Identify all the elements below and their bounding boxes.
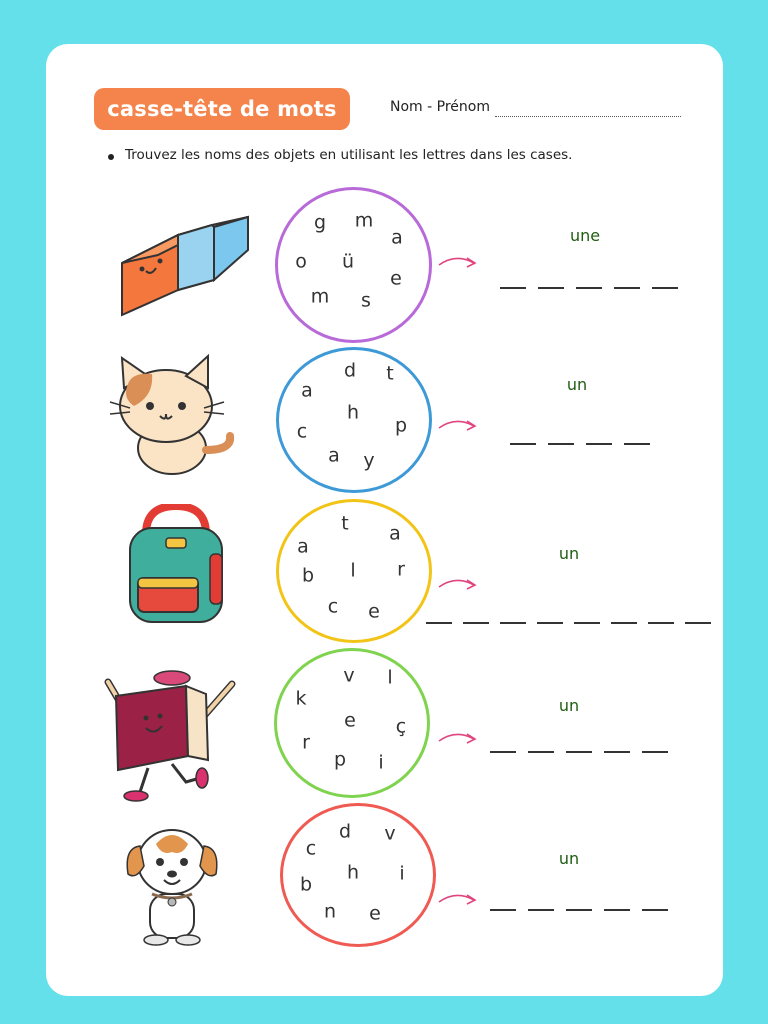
scrambled-letter: e — [368, 600, 380, 623]
scrambled-letter: o — [295, 250, 307, 273]
scrambled-letter: ç — [395, 715, 407, 738]
scrambled-letter: e — [390, 267, 402, 290]
answer-blank[interactable] — [463, 622, 489, 624]
article-label: un — [566, 375, 588, 394]
answer-blank[interactable] — [576, 287, 602, 289]
scrambled-letter: a — [328, 444, 340, 467]
scrambled-letter: s — [361, 289, 371, 312]
answer-blank[interactable] — [490, 909, 516, 911]
scrambled-letter: i — [378, 751, 384, 774]
scrambled-letter: c — [327, 595, 339, 618]
answer-blanks[interactable] — [500, 287, 678, 289]
answer-blank[interactable] — [528, 751, 554, 753]
answer-blank[interactable] — [604, 909, 630, 911]
arrow-icon — [436, 414, 482, 436]
scrambled-letter: c — [305, 837, 317, 860]
name-field-line[interactable] — [495, 116, 681, 117]
scrambled-letter: i — [399, 862, 405, 885]
scrambled-letter: a — [389, 522, 401, 545]
scrambled-letter: e — [344, 709, 356, 732]
scrambled-letter: c — [296, 420, 308, 443]
answer-blank[interactable] — [586, 443, 612, 445]
eraser-icon — [116, 205, 256, 320]
answer-blank[interactable] — [624, 443, 650, 445]
answer-blank[interactable] — [566, 909, 592, 911]
scrambled-letter: e — [369, 902, 381, 925]
article-label: une — [569, 226, 601, 245]
answer-blank[interactable] — [611, 622, 637, 624]
worksheet-title: casse-tête de mots — [94, 88, 350, 130]
dog-icon — [122, 822, 222, 946]
answer-blank[interactable] — [648, 622, 674, 624]
cat-icon — [104, 350, 240, 478]
book-icon — [100, 668, 240, 804]
answer-blank[interactable] — [538, 287, 564, 289]
answer-blank[interactable] — [685, 622, 711, 624]
scrambled-letter: d — [343, 359, 357, 382]
scrambled-letter: b — [301, 564, 315, 587]
answer-blank[interactable] — [574, 622, 600, 624]
scrambled-letter: k — [295, 687, 307, 710]
arrow-icon — [436, 888, 482, 910]
answer-blanks[interactable] — [490, 909, 668, 911]
answer-blank[interactable] — [604, 751, 630, 753]
answer-blank[interactable] — [642, 751, 668, 753]
scrambled-letter: ü — [341, 250, 355, 273]
answer-blank[interactable] — [500, 287, 526, 289]
answer-blank[interactable] — [614, 287, 640, 289]
arrow-icon — [436, 727, 482, 749]
answer-blank[interactable] — [426, 622, 452, 624]
scrambled-letter: a — [391, 226, 403, 249]
scrambled-letter: m — [310, 285, 330, 308]
backpack-icon — [124, 504, 228, 628]
answer-blank[interactable] — [566, 751, 592, 753]
instruction-text: Trouvez les noms des objets en utilisant les lettres dans les cases. — [125, 147, 573, 163]
scrambled-letter: n — [323, 900, 337, 923]
article-label: un — [558, 849, 580, 868]
scrambled-letter: m — [354, 209, 374, 232]
answer-blank[interactable] — [528, 909, 554, 911]
answer-blank[interactable] — [510, 443, 536, 445]
scrambled-letter: r — [397, 558, 405, 581]
scrambled-letter: l — [350, 559, 356, 582]
arrow-icon — [436, 251, 482, 273]
answer-blank[interactable] — [652, 287, 678, 289]
scrambled-letter: h — [346, 401, 360, 424]
arrow-icon — [436, 573, 482, 595]
answer-blanks[interactable] — [510, 443, 650, 445]
scrambled-letter: r — [302, 731, 310, 754]
scrambled-letter: p — [394, 414, 408, 437]
scrambled-letter: g — [313, 211, 327, 234]
scrambled-letter: y — [363, 449, 375, 472]
answer-blank[interactable] — [642, 909, 668, 911]
answer-blank[interactable] — [500, 622, 526, 624]
article-label: un — [558, 544, 580, 563]
answer-blank[interactable] — [548, 443, 574, 445]
answer-blanks[interactable] — [426, 622, 711, 624]
name-label: Nom - Prénom — [390, 99, 490, 115]
scrambled-letter: h — [346, 861, 360, 884]
scrambled-letter: a — [297, 535, 309, 558]
article-label: un — [558, 696, 580, 715]
answer-blanks[interactable] — [490, 751, 668, 753]
answer-blank[interactable] — [490, 751, 516, 753]
scrambled-letter: l — [387, 666, 393, 689]
scrambled-letter: b — [299, 873, 313, 896]
scrambled-letter: p — [333, 748, 347, 771]
scrambled-letter: d — [338, 820, 352, 843]
answer-blank[interactable] — [537, 622, 563, 624]
scrambled-letter: t — [386, 362, 394, 385]
bullet-icon — [108, 154, 114, 160]
scrambled-letter: v — [384, 822, 396, 845]
scrambled-letter: t — [341, 512, 349, 535]
scrambled-letter: v — [343, 664, 355, 687]
scrambled-letter: a — [301, 379, 313, 402]
